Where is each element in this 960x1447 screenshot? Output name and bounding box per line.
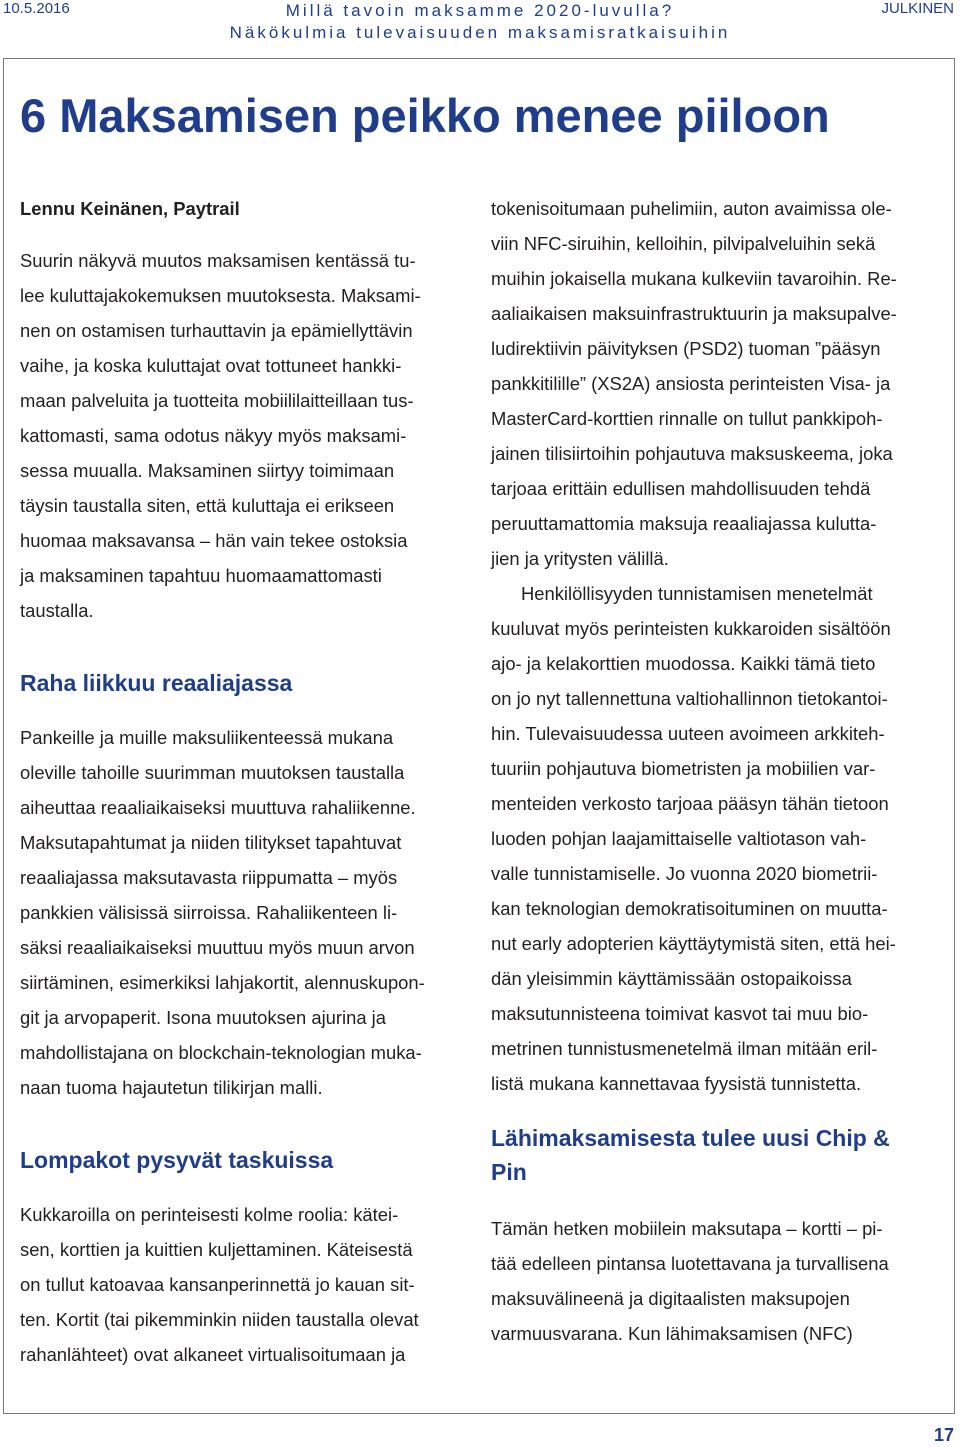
author-line: Lennu Keinänen, Paytrail [20, 198, 240, 219]
running-header-line2: Näkökulmia tulevaisuuden maksamisratkaisuihin [229, 23, 731, 42]
identity-paragraph: Henkilöllisyyden tunnistamisen menetelmät kuuluvat myös perinteisten kukkaroiden sisältöön ajo- ja kelakorttien muodossa. Kaikki tämä tieto on jo nyt tallennettuna valtiohallinnon tietokantoi- hin. Tulevaisuudessa uuteen avoimeen arkkiteh- tuuriin pohjautuva biometristen ja mobiilien var- menteiden verkosto tarjoaa pääsyn tähän tietoon luoden pohjan laajamittaiselle valtiotason vah- valle tunnistamiselle. Jo vuonna 2020 biometrii- kan teknologian demokratisoituminen on muutta- nut early adopterien käyttäytymistä siten, että hei- dän yleisimmin käyttämissään ostopaikoissa maksutunnisteena toimivat kasvot tai muu bio- metrinen tunnistusmenetelmä ilman mitään eril- listä mukana kannettavaa fyysistä tunnistetta. [491, 583, 896, 1094]
left-column [20, 191, 472, 1372]
running-header [0, 0, 960, 44]
intro-paragraph: Suurin näkyvä muutos maksamisen kentässä tu- lee kuluttajakokemuksen muutoksesta. Maksami- nen on ostamisen turhauttavin ja epämiellyttävin vaihe, ja koska kuluttajat ovat tottuneet hankki- maan palveluita ja tuotteita mobiililaitteillaan tus- kattomasti, sama odotus näkyy myös maksami- sessa muualla. Maksaminen siirtyy toimimaan täysin taustalla siten, että kuluttaja ei erikseen huomaa maksavansa – hän vain tekee ostoksia ja maksaminen tapahtuu huomaamattomasti taustalla. [20, 250, 421, 621]
classification-label: JULKINEN [881, 0, 954, 17]
heading-raha-liikkuu: Raha liikkuu reaaliajassa [20, 670, 293, 696]
chapter-title: 6 Maksamisen peikko menee piiloon [20, 89, 830, 142]
page-number: 17 [933, 1425, 954, 1445]
heading-lompakot: Lompakot pysyvät taskuissa [20, 1147, 334, 1173]
right-column [491, 191, 941, 1351]
lahimaksaminen-paragraph: Tämän hetken mobiilein maksutapa – kortti – pi- tää edelleen pintansa luotettavana ja turvallisena maksuvälineenä ja digitaalisten maksupojen varmuusvarana. Kun lähimaksamisen (NFC) [491, 1218, 889, 1344]
raha-paragraph: Pankeille ja muille maksuliikenteessä mukana oleville tahoille suurimman muutoksen taustalla aiheuttaa reaaliaikaiseksi muuttuva rahaliikenne. Maksutapahtumat ja niiden tilitykset tapahtuvat reaaliajassa maksutavasta riippumatta – myös pankkien välisissä siirroissa. Rahaliikenteen li- säksi reaaliaikaiseksi muuttuu myös muun arvon siirtäminen, esimerkiksi lahjakortit, alennuskupon- git ja arvopaperit. Isona muutoksen ajurina ja mahdollistajana on blockchain-teknologian muka- naan tuoma hajautetun tilikirjan malli. [20, 727, 425, 1098]
lompakot-paragraph: Kukkaroilla on perinteisesti kolme roolia: kätei- sen, korttien ja kuittien kuljettaminen. Käteisestä on tullut katoavaa kansanperinnettä jo kauan sit- ten. Kortit (tai pikemminkin niiden taustalla olevat rahanlähteet) ovat alkaneet virtualisoitumaan ja [20, 1204, 419, 1365]
header-date: 10.5.2016 [3, 0, 70, 17]
running-header-line1: Millä tavoin maksamme 2020-luvulla? [285, 1, 675, 20]
heading-lahimaksaminen: Lähimaksamisesta tulee uusi Chip & Pin [491, 1125, 890, 1185]
tokenisation-paragraph: tokenisoitumaan puhelimiin, auton avaimissa ole- viin NFC-siruihin, kelloihin, pilvipalveluihin sekä muihin jokaisella mukana kulkeviin tavaroihin. Re- aaliaikaisen maksuinfrastruktuurin ja maksupalve- ludirektiivin päivityksen (PSD2) tuoman ”pääsyn pankkitilille” (XS2A) ansiosta perinteisten Visa- ja MasterCard-korttien rinnalle on tullut pankkipoh- jainen tilisiirtoihin pohjautuva maksuskeema, joka tarjoaa erittäin edullisen mahdollisuuden tehdä peruuttamattomia maksuja reaaliajassa kulutta- jien ja yritysten välillä. [491, 198, 897, 569]
